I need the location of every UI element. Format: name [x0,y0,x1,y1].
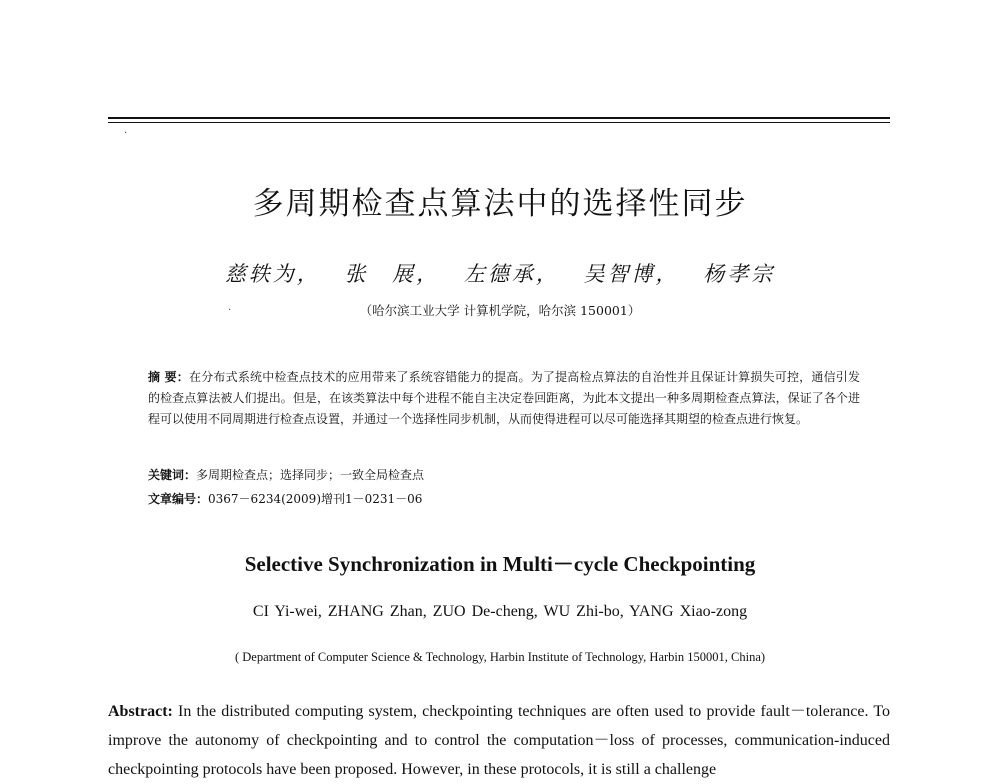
keywords-text: 多周期检查点；选择同步；一致全局检查点 [196,468,425,482]
chinese-abstract-label: 摘 要： [148,370,189,384]
chinese-authors: 慈轶为， 张 展， 左德承， 吴智博， 杨孝宗 [224,262,776,286]
english-affiliation: ( Department of Computer Science & Technology, Harbin Institute of Technology, Harbin 150001, China) [234,650,766,664]
scan-mark: · [124,128,128,139]
english-abstract-label: Abstract: [108,703,173,720]
chinese-affiliation: （哈尔滨工业大学 计算机学院，哈尔滨 150001） [359,303,641,318]
article-number [148,490,422,507]
keywords-label: 关键词： [148,468,197,482]
chinese-abstract-text: 在分布式系统中检查点技术的应用带来了系统容错能力的提高。为了提高检点算法的自治性并且保证计算损失可控，通信引发的检查点算法被人们提出。但是，在该类算法中每个进程不能自主决定卷回距离，为此本文提出一种多周期检查点算法，保证了各个进程可以使用不同周期进行检查点设置，并通过一个选择性同步机制，从而使得进程可以尽可能选择其期望的检查点进行恢复。 [148,370,860,426]
english-authors: CI Yi-wei, ZHANG Zhan, ZUO De-cheng, WU Zhi-bo, YANG Xiao-zong [252,603,748,620]
chinese-title: 多周期检查点算法中的选择性同步 [252,186,748,222]
article-number-text: 0367－6234(2009)增刊1－0231－06 [208,492,423,506]
english-abstract-text: In the distributed computing system, checkpointing techniques are often used to provide fault－tolerance. To improve the autonomy of checkpointing and to control the computation－loss of processes, communication-induced checkpointing protocols have been proposed. However, in these protocols, it is still a challenge [108,703,890,778]
header-rule-bottom [108,122,890,123]
scan-mark-2: · [228,305,232,316]
header-rule-top [108,117,890,119]
english-abstract [108,697,890,784]
english-title: Selective Synchronization in Multi－cycle Checkpointing [244,552,756,576]
chinese-keywords [148,466,424,483]
chinese-abstract [148,367,860,430]
article-number-label: 文章编号： [148,492,209,506]
